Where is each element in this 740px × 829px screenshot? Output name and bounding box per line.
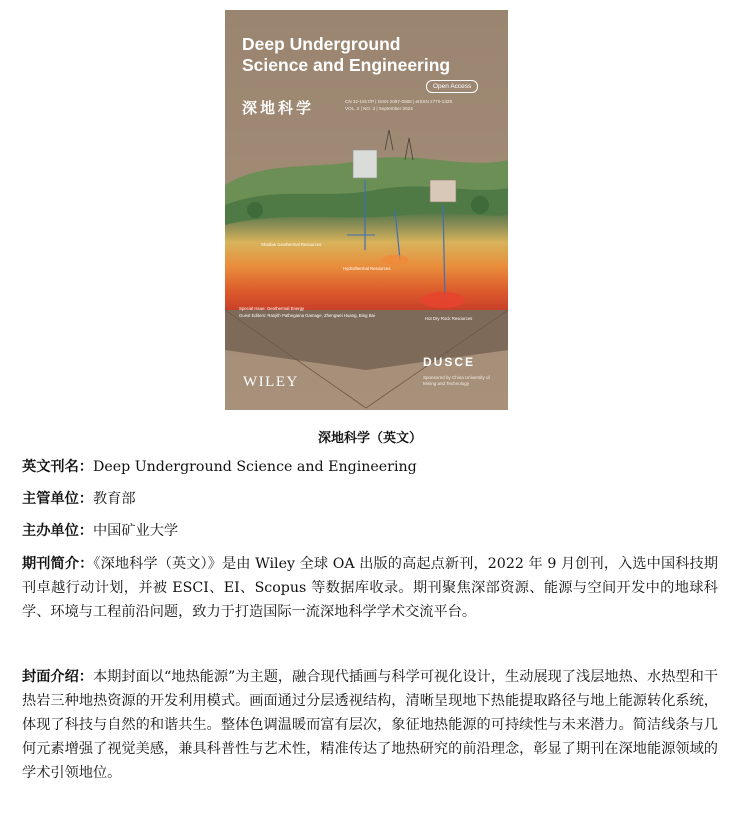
- cover-issn: CN 32-1917/P | ISSN 2097-0668 | eISSN 2770-1328 VOL. 3 | NO. 3 | September 2024: [345, 99, 453, 111]
- wiley-logo: WILEY: [243, 374, 299, 390]
- open-access-badge: Open Access: [426, 80, 478, 93]
- field-introduction: [22, 552, 718, 624]
- field-supervisor: [22, 487, 718, 511]
- field-label: 封面介绍：: [22, 669, 93, 685]
- sponsor-text: Sponsored by China University of Mining and Technology: [423, 375, 490, 386]
- label-shallow: Shallow Geothermal Resources: [261, 242, 322, 247]
- field-value: 中国矿业大学: [92, 523, 179, 539]
- field-value: Deep Underground Science and Engineering: [92, 459, 417, 475]
- field-value: 教育部: [92, 491, 136, 507]
- field-label: 英文刊名：: [22, 459, 93, 475]
- label-hydro: Hydrothermal Resources: [343, 266, 391, 271]
- special-issue: Special Issue: Geothermal Energy: [239, 306, 305, 311]
- cover-title: Deep Underground Science and Engineering: [242, 34, 451, 75]
- field-value: 本期封面以“地热能源”为主题，融合现代插画与科学可视化设计，生动展现了浅层地热、水热型和干热岩三种地热资源的开发利用模式。画面通过分层透视结构，清晰呈现地下热能提取路径与地上能源转化系统，体现了科技与自然的和谐共生。整体色调温暖而富有层次，象征地热能源的可持续性与未来潜力。简洁线条与几何元素增强了视觉美感，兼具科普性与艺术性，精准传达了地热研究的前沿理念，彰显了期刊在深地能源领域的学术引领地位。: [22, 669, 718, 781]
- field-label: 期刊简介：: [22, 556, 94, 572]
- guest-editors: Guest Editors: Ranjith Pathegama Gamage, Zhengwei Huang, Bing Bai: [239, 313, 375, 318]
- field-cover-description: [22, 665, 718, 785]
- label-hotdry: Hot Dry Rock Resources: [425, 316, 473, 321]
- field-value: 《深地科学（英文）》是由 Wiley 全球 OA 出版的高起点新刊，2022 年 9 月创刊，入选中国科技期刊卓越行动计划，并被 ESCI、EI、Scopus 等数据库收录。期刊聚焦深部资源、能源与空间开发中的地球科学、环境与工程前沿问题，致力于打造国际一流深地科学学术交流平台。: [22, 556, 718, 620]
- cover-chinese-title: 深地科学: [242, 99, 315, 117]
- cover-caption: 深地科学（英文）: [317, 431, 422, 446]
- field-sponsor: [22, 519, 718, 543]
- journal-cover-image: [225, 10, 508, 410]
- field-label: 主管单位：: [22, 491, 93, 507]
- field-label: 主办单位：: [22, 523, 93, 539]
- field-english-name: [22, 455, 718, 479]
- dusce-logo: DUSCE: [423, 355, 476, 369]
